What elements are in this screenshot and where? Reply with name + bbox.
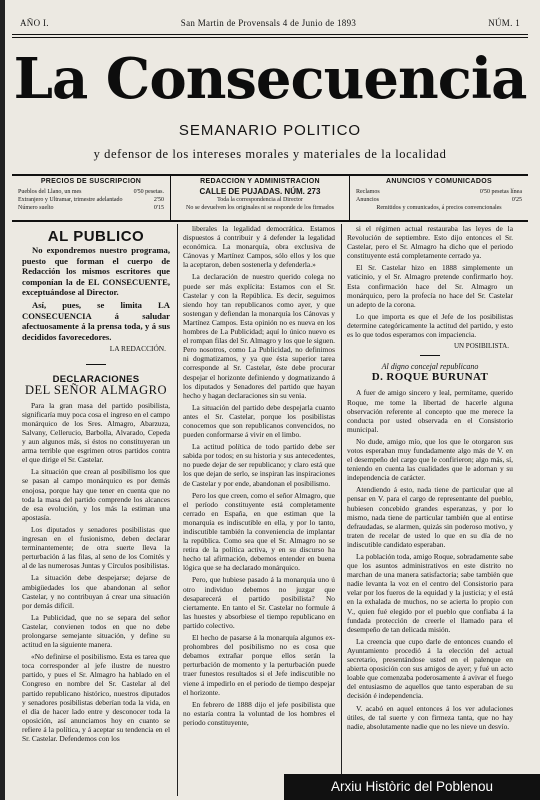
price-row: Número suelto 0'15 bbox=[18, 205, 164, 211]
paragraph: Los diputados y senadores posibilistas que ingresan en el fusionismo, deben declarar terminantemente; de otra suerte lleva la perturbación á las filas, al seno de los Comités y al de las numerosas Juntas y Círculos posibilistas. bbox=[22, 524, 170, 571]
paragraph: «No definirse el posibilismo. Esta es tarea que toca corresponder al jefe ilustre de nuestro partido, y pues el Sr. Almagro ha hablado en el Congreso en nombre del Sr. Castelar al del partido republicano histórico, nuestros diputados y senadores posibilistas deberían toda la vida, en el día de hacer lado entre y desconocer toda la oposición, así anunciamos hoy en cuanto se refiere á la política, y á aceptar su tendencia en el Sr. Castelar. Defendemos con los bbox=[22, 652, 170, 743]
paragraph: La población toda, amigo Roque, sobradamente sabe que los asuntos administrativos en este distrito no marchan de una manera satisfactoria; sabe también que nadie levanta la voz en el centro del Consistorio para velar por los fueros de la equidad y la justicia; y el está en la exhalada de muchos, no se acierta lo propio con V., quien fué elegido por el pueblo que confiaba á la fundada protección de creerle el llamado para el desempeño de tan delicada misión. bbox=[347, 552, 513, 634]
article-kicker: DECLARACIONES bbox=[52, 373, 140, 385]
separator-dash bbox=[420, 355, 440, 356]
office-title: REDACCION Y ADMINISTRACION bbox=[200, 178, 320, 185]
ads-title: ANUNCIOS Y COMUNICADOS bbox=[386, 178, 492, 185]
newspaper-subtitle: SEMANARIO POLITICO bbox=[178, 122, 362, 139]
header-rule-2 bbox=[12, 37, 528, 38]
paragraph: A fuer de amigo sincero y leal, permítame, querido Roque, me tome la libertad de hacerle alguna observación referente al concepto que me merece la conducta por usted observada en el Consistorio municipal. bbox=[347, 388, 513, 434]
paragraph: La situación del partido debe despejarla cuanto antes el Sr. Castelar, porque los posibilistas conocemos que son republicanos convencidos, no pueden conformarse á vivir en el limbo. bbox=[183, 402, 335, 440]
article-signature: UN POSIBILISTA. bbox=[453, 342, 509, 351]
notice-signature: LA REDACCIÓN. bbox=[109, 344, 166, 354]
paragraph: V. acabó en aquel entonces á los ver adulaciones útiles, de tal suerte y con firmeza tanta, que no hay nadie, absolutamente nadie que no les nieve un desvío. bbox=[347, 703, 513, 731]
separator-dash bbox=[86, 364, 106, 365]
newspaper-tagline: y defensor de los intereses morales y materiales de la localidad bbox=[93, 147, 447, 161]
paragraph: La declaración de nuestro querido colega no puede ser más explícita: Estamos con el Sr. Castelar y con la República. Es decir, seguimos siendo hoy tan republicanos como ayer, y que sostengan y defiendan la monarquía los Cánovas y Martínez Campos. Esta opinión no es nueva en los hombres de La Publicidad; aquí lo único nuevo es el rompan filas del Sr. Almagro y los que le siguen. Pero nosotros, como La Publicidad, no definimos ni dogmatizamos, y ya que ésta superior tarea corresponde al Sr. Castelar, éste debe procurar despejar el horizonte definiendo y dogmatizando á los diputados y Senadores del partido que hayan hecho y hagan declaraciones sin su venia. bbox=[183, 272, 335, 400]
paragraph: La actitud política de todo partido debe ser sabida por todos; en su historia y sus antecedentes, no puede dejar de ser republicano; y claro está que los que dejan de serlo, se inspiran las inspiraciones de Castelar y por ende, abandonan el posibilismo. bbox=[183, 442, 335, 488]
paragraph: Pero, que hubiese pasado á la monarquía uno ú otro individuo debemos no juzgar que desaparecerá el partido posibilista? No ciertamente. En tanto el Sr. Castelar no formule á las huestes y absorbiese el tiempo republicano en partido colectivo. bbox=[183, 575, 335, 630]
paragraph: El Sr. Castelar hizo en 1888 simplemente un vaticinio, y el Sr. Almagro pretende confirmarlo hoy. Esta confirmación hace del Sr. Almagro un monárquico, pero la profecía no hace del Sr. Castelar un adepto de la corona. bbox=[347, 263, 513, 309]
newspaper-title: La Consecuencia bbox=[13, 46, 527, 112]
paragraph: si el régimen actual restauraba las leyes de la Revolución de septiembre. Esto dijo entonces el Sr. Castelar, pero el Sr. Almagro ha dicho que el periodo constituyente está completamente cerrado ya. bbox=[347, 224, 513, 261]
column-divider bbox=[341, 224, 342, 796]
paragraph: La situación debe despejarse; dejarse de ambigüedades los que abandonan al señor Castelar, y no contribuyan á crear una situación por demás difícil. bbox=[22, 573, 170, 610]
article-caption: Al digno concejal republicano bbox=[381, 362, 479, 372]
paragraph: Atendiendo á esto, nada tiene de particular que al pensar en V. para el cargo de representante del pueblo, hubiesen concebido grandes esperanzas, y por lo mismo, nada tiene de particular también que al entirse defraudadas, se alarmen, quizás sin poderoso motivo, y traten de recelar de usted lo que en su día de no indiscutible candidato esperaban. bbox=[347, 485, 513, 549]
paragraph: No dude, amigo mío, que los que le otorgaron sus votos esperaban muy fundadamente algo más de V. en el desempeño del cargo que le confirieron; algo más, sí, teniendo en cuenta las cualidades que le adornan y su independencia de carácter. bbox=[347, 436, 513, 483]
office-note: No se devuelven los originales ni se responde de los firmados bbox=[186, 205, 334, 211]
paragraph: La situación que crean al posibilismo los que se pasan al campo monárquico es por demás enojosa, porque hay que tener en cuenta que no toda la masa del partido comprende los alcances de esa evolución, y los más la estiman una apostasía. bbox=[22, 467, 170, 522]
archive-watermark: Arxiu Històric del Poblenou bbox=[284, 774, 540, 800]
article-title: DEL SEÑOR ALMAGRO bbox=[24, 382, 168, 397]
column-1 bbox=[22, 224, 170, 796]
office-note: Toda la correspondencia al Director bbox=[217, 197, 303, 203]
office-address: CALLE DE PUJADAS. NÚM. 273 bbox=[199, 187, 321, 196]
paragraph: Para la gran masa del partido posibilista, significaría muy poca cosa el ingreso en el campo monárquico de los Sres. Almagro, Abarzuza, Salvany, Cellerucio, Barbolla, Alvarado, Cepeda y aun algunos más, si éstos no constituyeran un arma terrible que esgrimen otros partidos contra el que dirige el Sr. Castelar. bbox=[22, 400, 170, 465]
ads-row: Reclamos 0'50 pesetas línea bbox=[356, 189, 522, 195]
ads-note: Remitidos y comunicados, á precios convencionales bbox=[376, 205, 502, 211]
ads-row: Anuncios 0'25 bbox=[356, 197, 522, 203]
info-bar bbox=[12, 174, 528, 222]
column-divider bbox=[177, 224, 178, 796]
paragraph: En febrero de 1888 dijo el jefe posibilista que no estaría contra la voluntad de los hombres el periodo constituyente, bbox=[183, 699, 335, 727]
issue-number: NÚM. 1 bbox=[488, 18, 520, 28]
header-rule bbox=[12, 34, 528, 35]
paragraph: Así, pues, se limita LA CONSECUENCIA á saludar afectuosamente á la prensa toda, y á sus decididos favorecedores. bbox=[22, 300, 170, 342]
page-edge-shadow bbox=[0, 0, 5, 800]
paragraph: La Publicidad, que no se separa del señor Castelar, convienen todos en que no debe prolongarse semejante situación, y define su actitud en la siguiente manera. bbox=[22, 612, 170, 650]
paragraph: La creencia que cupo darle de entonces cuando el Ayuntamiento procedió á la elección del actual secretario, presentándose usted en el palenque en abierta oposición con sus amigos de ayer; y fué un acto loable que comenzaba poderosamente á avivar el fuego del entusiasmo de aquellos que tanto esperaban de su decisión é independencia. bbox=[347, 636, 513, 701]
year-label: AÑO I. bbox=[20, 18, 49, 28]
notice-title: AL PUBLICO bbox=[47, 228, 145, 245]
paragraph: No expondremos nuestro programa, puesto que forman el cuerpo de Redacción los mismos escritores que componían la de EL CONSECUENTE, exceptuándose al Director. bbox=[22, 245, 170, 298]
header-line bbox=[20, 18, 520, 28]
price-row: Pueblos del Llano, un mes 0'50 pesetas. bbox=[18, 189, 164, 195]
editorial-office bbox=[170, 176, 349, 220]
ads-prices bbox=[349, 176, 528, 220]
notice-body bbox=[22, 245, 170, 342]
column-3 bbox=[347, 224, 513, 796]
subscription-prices bbox=[12, 176, 170, 220]
paragraph: Lo que importa es que el Jefe de los posibilistas determine categóricamente la actitud del partido, y esto es lo que todos esperamos con impaciencia. bbox=[347, 311, 513, 340]
paragraph: El hecho de pasarse á la monarquía algunos ex-prohombres del posibilismo no es cosa que debamos extrañar porque ellos serán la perturbación de momento y la perturbación puede traer funestos resultados si el Jefe indiscutible no viene á impedirlo en el periodo de tiempo despejar el horizonte. bbox=[183, 633, 335, 697]
paragraph: Pero los que creen, como el señor Almagro, que el período constituyente está completamente cerrado en España, en que estiman que la monarquía es indiscutible en ella, y por lo tanto, indiscutible también la conveniencia de implantar la república. Como sea que el Sr. Almagro no se retira de la política activa, y en su discurso ha hecho tal afirmación, debemos entender en buena lógica que se ha declarado monárquico. bbox=[183, 490, 335, 573]
price-row: Extranjero y Ultramar, trimestre adelantado 2'50 bbox=[18, 197, 164, 203]
column-2 bbox=[183, 224, 335, 796]
article-title: D. ROQUE BURUNAT bbox=[371, 371, 489, 384]
dateline: San Martin de Provensals 4 de Junio de 1893 bbox=[180, 18, 357, 28]
subscription-title: PRECIOS DE SUSCRIPCION bbox=[40, 178, 142, 185]
paragraph: liberales la legalidad democrática. Estamos dispuestos á contribuir y á defender la legalidad económica. La monarquía, obra exclusiva de Cánovas y Martínez Campos, sólo ellos y los que la aceptaron, deben sostenerla y defenderla.» bbox=[183, 224, 335, 270]
